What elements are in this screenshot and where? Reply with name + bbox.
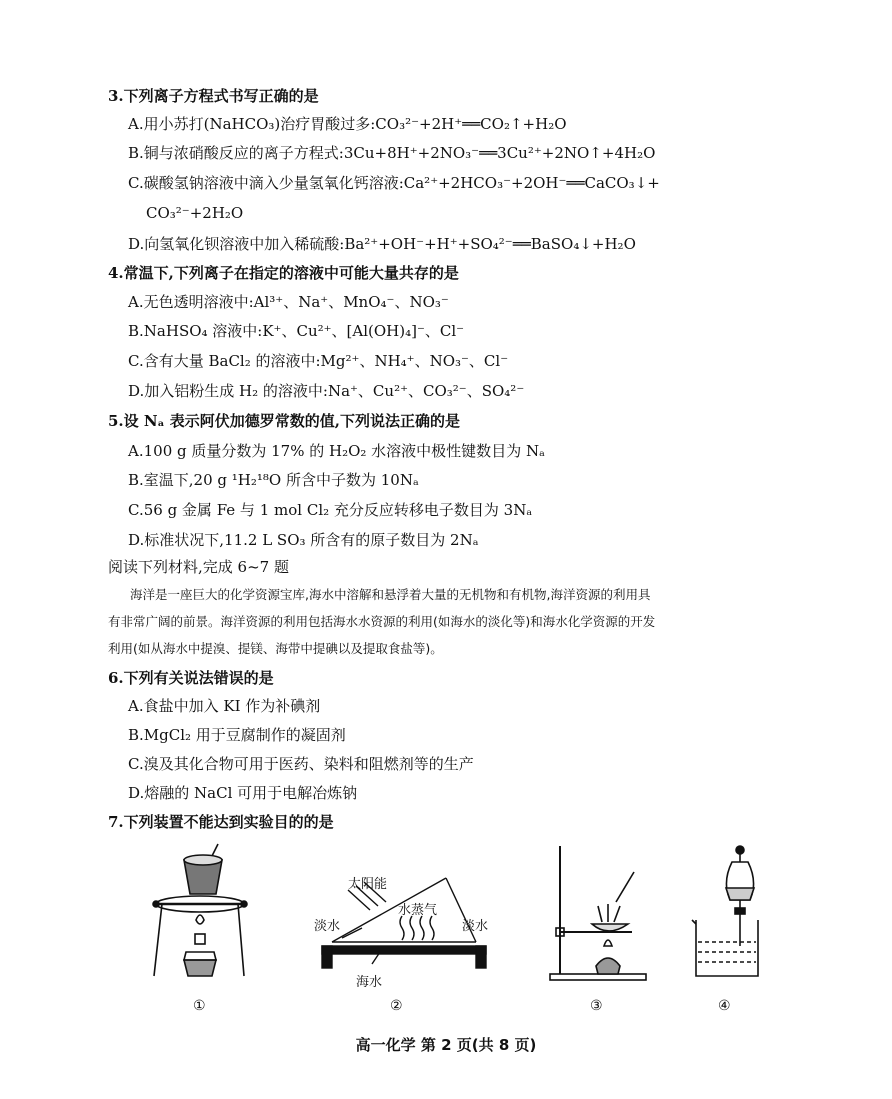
q6-option-a: A.食盐中加入 KI 作为补碘剂 — [128, 697, 321, 715]
q4-title: 4.常温下,下列离子在指定的溶液中可能大量共存的是 — [108, 264, 459, 282]
passage-line-2: 有非常广阔的前景。海洋资源的利用包括海水水资源的利用(如海水的淡化等)和海水化学资源的开发 — [108, 614, 656, 629]
reading-intro: 阅读下列材料,完成 6~7 题 — [108, 558, 289, 576]
q3-option-a: A.用小苏打(NaHCO₃)治疗胃酸过多:CO₃²⁻+2H⁺══CO₂↑+H₂O — [128, 115, 567, 133]
q3-option-c-cont: CO₃²⁻+2H₂O — [146, 204, 244, 222]
q6-option-b: B.MgCl₂ 用于豆腐制作的凝固剂 — [128, 726, 346, 744]
figure-label-3: ③ — [590, 998, 603, 1014]
label-fresh-water-left: 淡水 — [314, 919, 341, 934]
passage-line-1: 海洋是一座巨大的化学资源宝库,海水中溶解和悬浮着大量的无机物和有机物,海洋资源的利用具 — [130, 587, 651, 602]
q3-option-d: D.向氢氧化钡溶液中加入稀硫酸:Ba²⁺+OH⁻+H⁺+SO₄²⁻══BaSO₄↓+H₂O — [128, 235, 636, 253]
q4-option-d: D.加入铝粉生成 H₂ 的溶液中:Na⁺、Cu²⁺、CO₃²⁻、SO₄²⁻ — [128, 382, 525, 400]
figure-label-4: ④ — [718, 998, 731, 1014]
label-fresh-water-right: 淡水 — [462, 919, 489, 934]
q5-option-c: C.56 g 金属 Fe 与 1 mol Cl₂ 充分反应转移电子数目为 3Nₐ — [128, 501, 533, 519]
page-footer: 高一化学 第 2 页(共 8 页) — [355, 1036, 537, 1054]
q5-option-b: B.室温下,20 g ¹H₂¹⁸O 所含中子数为 10Nₐ — [128, 471, 419, 489]
figure-label-1: ① — [193, 998, 206, 1014]
q6-title: 6.下列有关说法错误的是 — [108, 669, 274, 687]
passage-line-3: 利用(如从海水中提溴、提镁、海带中提碘以及提取食盐等)。 — [108, 641, 443, 656]
q6-option-d: D.熔融的 NaCl 可用于电解冶炼钠 — [128, 784, 358, 802]
label-water-vapor: 水蒸气 — [398, 903, 438, 918]
label-seawater: 海水 — [356, 975, 383, 990]
figure-label-2: ② — [390, 998, 403, 1014]
q7-title: 7.下列装置不能达到实验目的的是 — [108, 813, 334, 831]
apparatus-1-crucible — [140, 842, 260, 992]
q4-option-a: A.无色透明溶液中:Al³⁺、Na⁺、MnO₄⁻、NO₃⁻ — [128, 293, 449, 311]
q3-option-c: C.碳酸氢钠溶液中滴入少量氢氧化钙溶液:Ca²⁺+2HCO₃⁻+2OH⁻══CaCO₃↓+ — [128, 174, 660, 192]
q5-title: 5.设 Nₐ 表示阿伏加德罗常数的值,下列说法正确的是 — [108, 412, 461, 430]
q5-option-d: D.标准状况下,11.2 L SO₃ 所含有的原子数目为 2Nₐ — [128, 531, 479, 549]
q4-option-c: C.含有大量 BaCl₂ 的溶液中:Mg²⁺、NH₄⁺、NO₃⁻、Cl⁻ — [128, 352, 509, 370]
apparatus-4-separatory-funnel — [688, 842, 778, 992]
q6-option-c: C.溴及其化合物可用于医药、染料和阻燃剂等的生产 — [128, 755, 474, 773]
apparatus-2-solar-still — [314, 872, 498, 992]
q4-option-b: B.NaHSO₄ 溶液中:K⁺、Cu²⁺、[Al(OH)₄]⁻、Cl⁻ — [128, 322, 465, 340]
q5-option-a: A.100 g 质量分数为 17% 的 H₂O₂ 水溶液中极性键数目为 Nₐ — [128, 442, 545, 460]
q3-option-b: B.铜与浓硝酸反应的离子方程式:3Cu+8H⁺+2NO₃⁻══3Cu²⁺+2NO↑+4H₂O — [128, 144, 656, 162]
apparatus-3-evaporation — [546, 842, 656, 992]
q3-title: 3.下列离子方程式书写正确的是 — [108, 87, 319, 105]
label-solar-energy: 太阳能 — [348, 877, 388, 892]
